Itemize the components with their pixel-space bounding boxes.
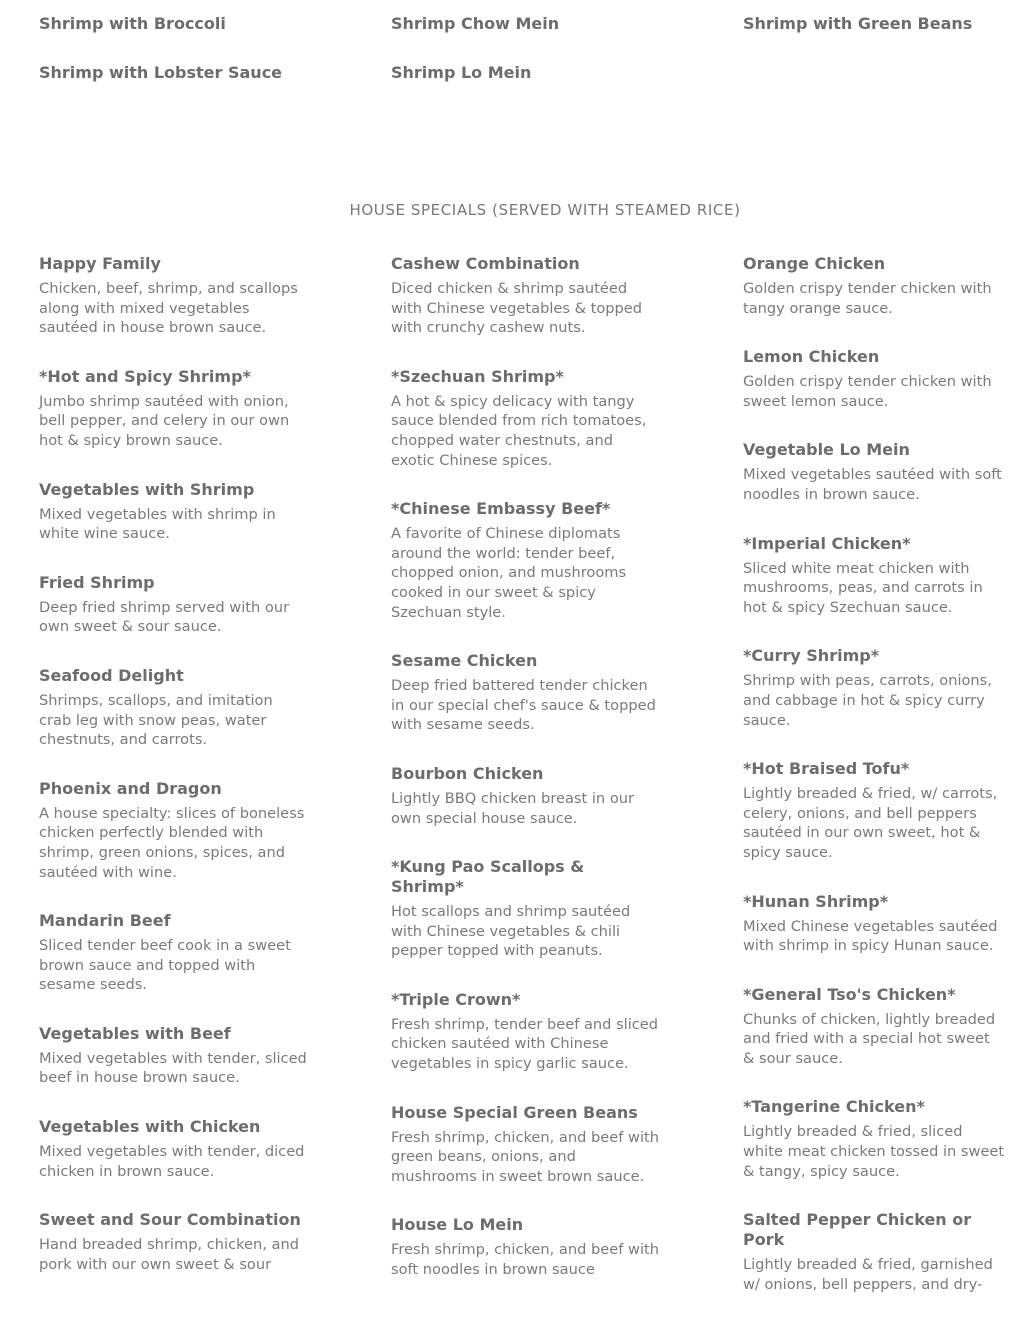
menu-item-description: Lightly breaded & fried, garnished w/ onions, bell peppers, and dry- — [743, 1256, 993, 1293]
menu-item — [743, 254, 1005, 318]
menu-item-name: Shrimp Chow Mein — [391, 14, 560, 33]
menu-item-name: Vegetables with Shrimp — [39, 479, 255, 499]
menu-item-name: *Curry Shrimp* — [743, 646, 880, 666]
menu-item-description: A favorite of Chinese diplomats around the world: tender beef, chopped onion, and mushrooms cooked in our sweet & spicy Szechuan style. — [391, 525, 627, 621]
menu-item — [39, 666, 307, 750]
menu-item — [743, 1210, 1005, 1294]
menu-item — [39, 911, 307, 995]
menu-item — [39, 367, 307, 451]
menu-item-description: Mixed vegetables with shrimp in white wine sauce. — [39, 505, 276, 543]
menu-item-description: A house specialty: slices of boneless chicken perfectly blended with shrimp, green onions, spices, and sautéed with wine. — [39, 804, 305, 881]
menu-item-name: Mandarin Beef — [39, 911, 171, 931]
menu-item-description: Fresh shrimp, chicken, and beef with soft noodles in brown sauce — [391, 1241, 659, 1279]
menu-item-name: House Lo Mein — [391, 1215, 524, 1235]
menu-item-description: Lightly BBQ chicken breast in our own special house sauce. — [391, 789, 634, 827]
menu-item-name: Fried Shrimp — [39, 572, 155, 592]
menu-item — [39, 254, 307, 338]
menu-item — [743, 892, 1005, 956]
menu-item-description: Deep fried shrimp served with our own sweet & sour sauce. — [39, 598, 290, 636]
menu-item — [391, 857, 659, 961]
section-title: HOUSE SPECIALS (SERVED WITH STEAMED RICE) — [349, 201, 741, 220]
menu-item-description: Mixed Chinese vegetables sautéed with shrimp in spicy Hunan sauce. — [743, 917, 998, 955]
menu-item-name: Lemon Chicken — [743, 347, 880, 367]
menu-item — [743, 646, 1005, 730]
menu-item-name: *Hunan Shrimp* — [743, 891, 889, 911]
menu-item-name: Salted Pepper Chicken or Pork — [743, 1210, 972, 1250]
menu-item-name: Shrimp Lo Mein — [391, 63, 532, 82]
menu-item-name: Bourbon Chicken — [391, 763, 544, 783]
menu-item — [391, 1215, 659, 1279]
menu-item — [391, 367, 659, 470]
menu-item-name: *Hot and Spicy Shrimp* — [39, 366, 251, 386]
menu-item-name: *Tangerine Chicken* — [743, 1097, 925, 1117]
menu-item-description: Hand breaded shrimp, chicken, and pork with our own sweet & sour — [39, 1236, 299, 1273]
menu-item-description: Lightly breaded & fried, sliced white meat chicken tossed in sweet & tangy, spicy sauce. — [743, 1123, 1005, 1180]
menu-item-name: Sweet and Sour Combination — [39, 1210, 301, 1230]
menu-item-description: Diced chicken & shrimp sautéed with Chinese vegetables & topped with crunchy cashew nuts. — [391, 280, 643, 337]
menu-column-1 — [39, 254, 307, 1303]
menu-item-name: Phoenix and Dragon — [39, 778, 222, 798]
menu-item-name: House Special Green Beans — [391, 1102, 638, 1122]
menu-item — [39, 1024, 307, 1088]
menu-item-name: Vegetables with Chicken — [39, 1117, 261, 1137]
menu-item-description: Sliced tender beef cook in a sweet brown sauce and topped with sesame seeds. — [39, 937, 291, 994]
menu-item — [391, 651, 659, 735]
menu-item-description: Golden crispy tender chicken with tangy orange sauce. — [743, 280, 992, 317]
menu-item-name: Seafood Delight — [39, 665, 184, 685]
menu-item-name: Cashew Combination — [391, 254, 580, 273]
menu-item-name: *Hot Braised Tofu* — [743, 759, 910, 779]
menu-item-name: Shrimp with Green Beans — [743, 14, 973, 33]
menu-item-description: Mixed vegetables with tender, sliced beef in house brown sauce. — [39, 1049, 307, 1087]
menu-item-name: Sesame Chicken — [391, 651, 538, 671]
menu-item-description: Shrimp with peas, carrots, onions, and cabbage in hot & spicy curry sauce. — [743, 672, 992, 729]
menu-item-name: Happy Family — [39, 254, 161, 273]
menu-item-description: Fresh shrimp, chicken, and beef with green beans, onions, and mushrooms in sweet brown sauce. — [391, 1128, 659, 1185]
menu-item — [743, 985, 1005, 1069]
menu-item — [391, 254, 659, 338]
menu-item-description: Hot scallops and shrimp sautéed with Chinese vegetables & chili pepper topped with peanuts. — [391, 903, 631, 960]
menu-item-description: Fresh shrimp, tender beef and sliced chicken sautéed with Chinese vegetables in spicy garlic sauce. — [391, 1015, 659, 1073]
menu-item — [391, 499, 659, 622]
menu-item-name: Vegetable Lo Mein — [743, 440, 910, 460]
menu-item-name: *Kung Pao Scallops & Shrimp* — [391, 857, 585, 897]
menu-item — [743, 534, 1005, 618]
menu-item — [39, 1117, 307, 1181]
menu-item-description: Shrimps, scallops, and imitation crab leg with snow peas, water chestnuts, and carrots. — [39, 691, 273, 749]
menu-item-name: *Triple Crown* — [391, 989, 521, 1009]
menu-item-name: *Imperial Chicken* — [743, 533, 911, 553]
menu-item-description: Lightly breaded & fried, w/ carrots, celery, onions, and bell peppers sautéed in our own sweet, hot & spicy sauce. — [743, 785, 998, 861]
menu-item — [39, 1210, 307, 1274]
menu-item — [39, 480, 307, 544]
menu-item-name: *Chinese Embassy Beef* — [391, 499, 611, 519]
menu-item — [391, 764, 659, 828]
menu-column-3 — [743, 254, 1005, 1323]
menu-item-description: Chunks of chicken, lightly breaded and fried with a special hot sweet & sour sauce. — [743, 1010, 996, 1067]
menu-item-name: Shrimp with Lobster Sauce — [39, 63, 283, 82]
menu-item — [743, 759, 1005, 862]
menu-item — [743, 347, 1005, 411]
menu-item-name: *General Tso's Chicken* — [743, 984, 956, 1004]
menu-item — [39, 779, 307, 882]
menu-item — [391, 990, 659, 1074]
menu-item — [743, 440, 1005, 504]
menu-item-description: Chicken, beef, shrimp, and scallops along with mixed vegetables sautéed in house brown sauce. — [39, 280, 298, 337]
menu-item-description: Mixed vegetables sautéed with soft noodles in brown sauce. — [743, 466, 1002, 503]
menu-item-description: A hot & spicy delicacy with tangy sauce blended from rich tomatoes, chopped water chestnuts, and exotic Chinese spices. — [391, 392, 647, 469]
menu-item-name: Orange Chicken — [743, 254, 886, 273]
menu-item-name: *Szechuan Shrimp* — [391, 366, 564, 386]
menu-item-description: Golden crispy tender chicken with sweet lemon sauce. — [743, 373, 992, 410]
menu-item — [391, 1103, 659, 1187]
menu-item — [743, 1097, 1005, 1181]
menu-item-description: Mixed vegetables with tender, diced chicken in brown sauce. — [39, 1143, 305, 1180]
menu-column-2 — [391, 254, 659, 1309]
menu-item-name: Vegetables with Beef — [39, 1023, 231, 1043]
menu-item-name: Shrimp with Broccoli — [39, 14, 226, 33]
menu-item — [39, 573, 307, 637]
menu-item-description: Jumbo shrimp sautéed with onion, bell pepper, and celery in our own hot & spicy brown sauce. — [39, 392, 290, 449]
menu-item-description: Deep fried battered tender chicken in our special chef's sauce & topped with sesame seeds. — [391, 677, 656, 734]
menu-item-description: Sliced white meat chicken with mushrooms, peas, and carrots in hot & spicy Szechuan sauce. — [743, 559, 983, 616]
